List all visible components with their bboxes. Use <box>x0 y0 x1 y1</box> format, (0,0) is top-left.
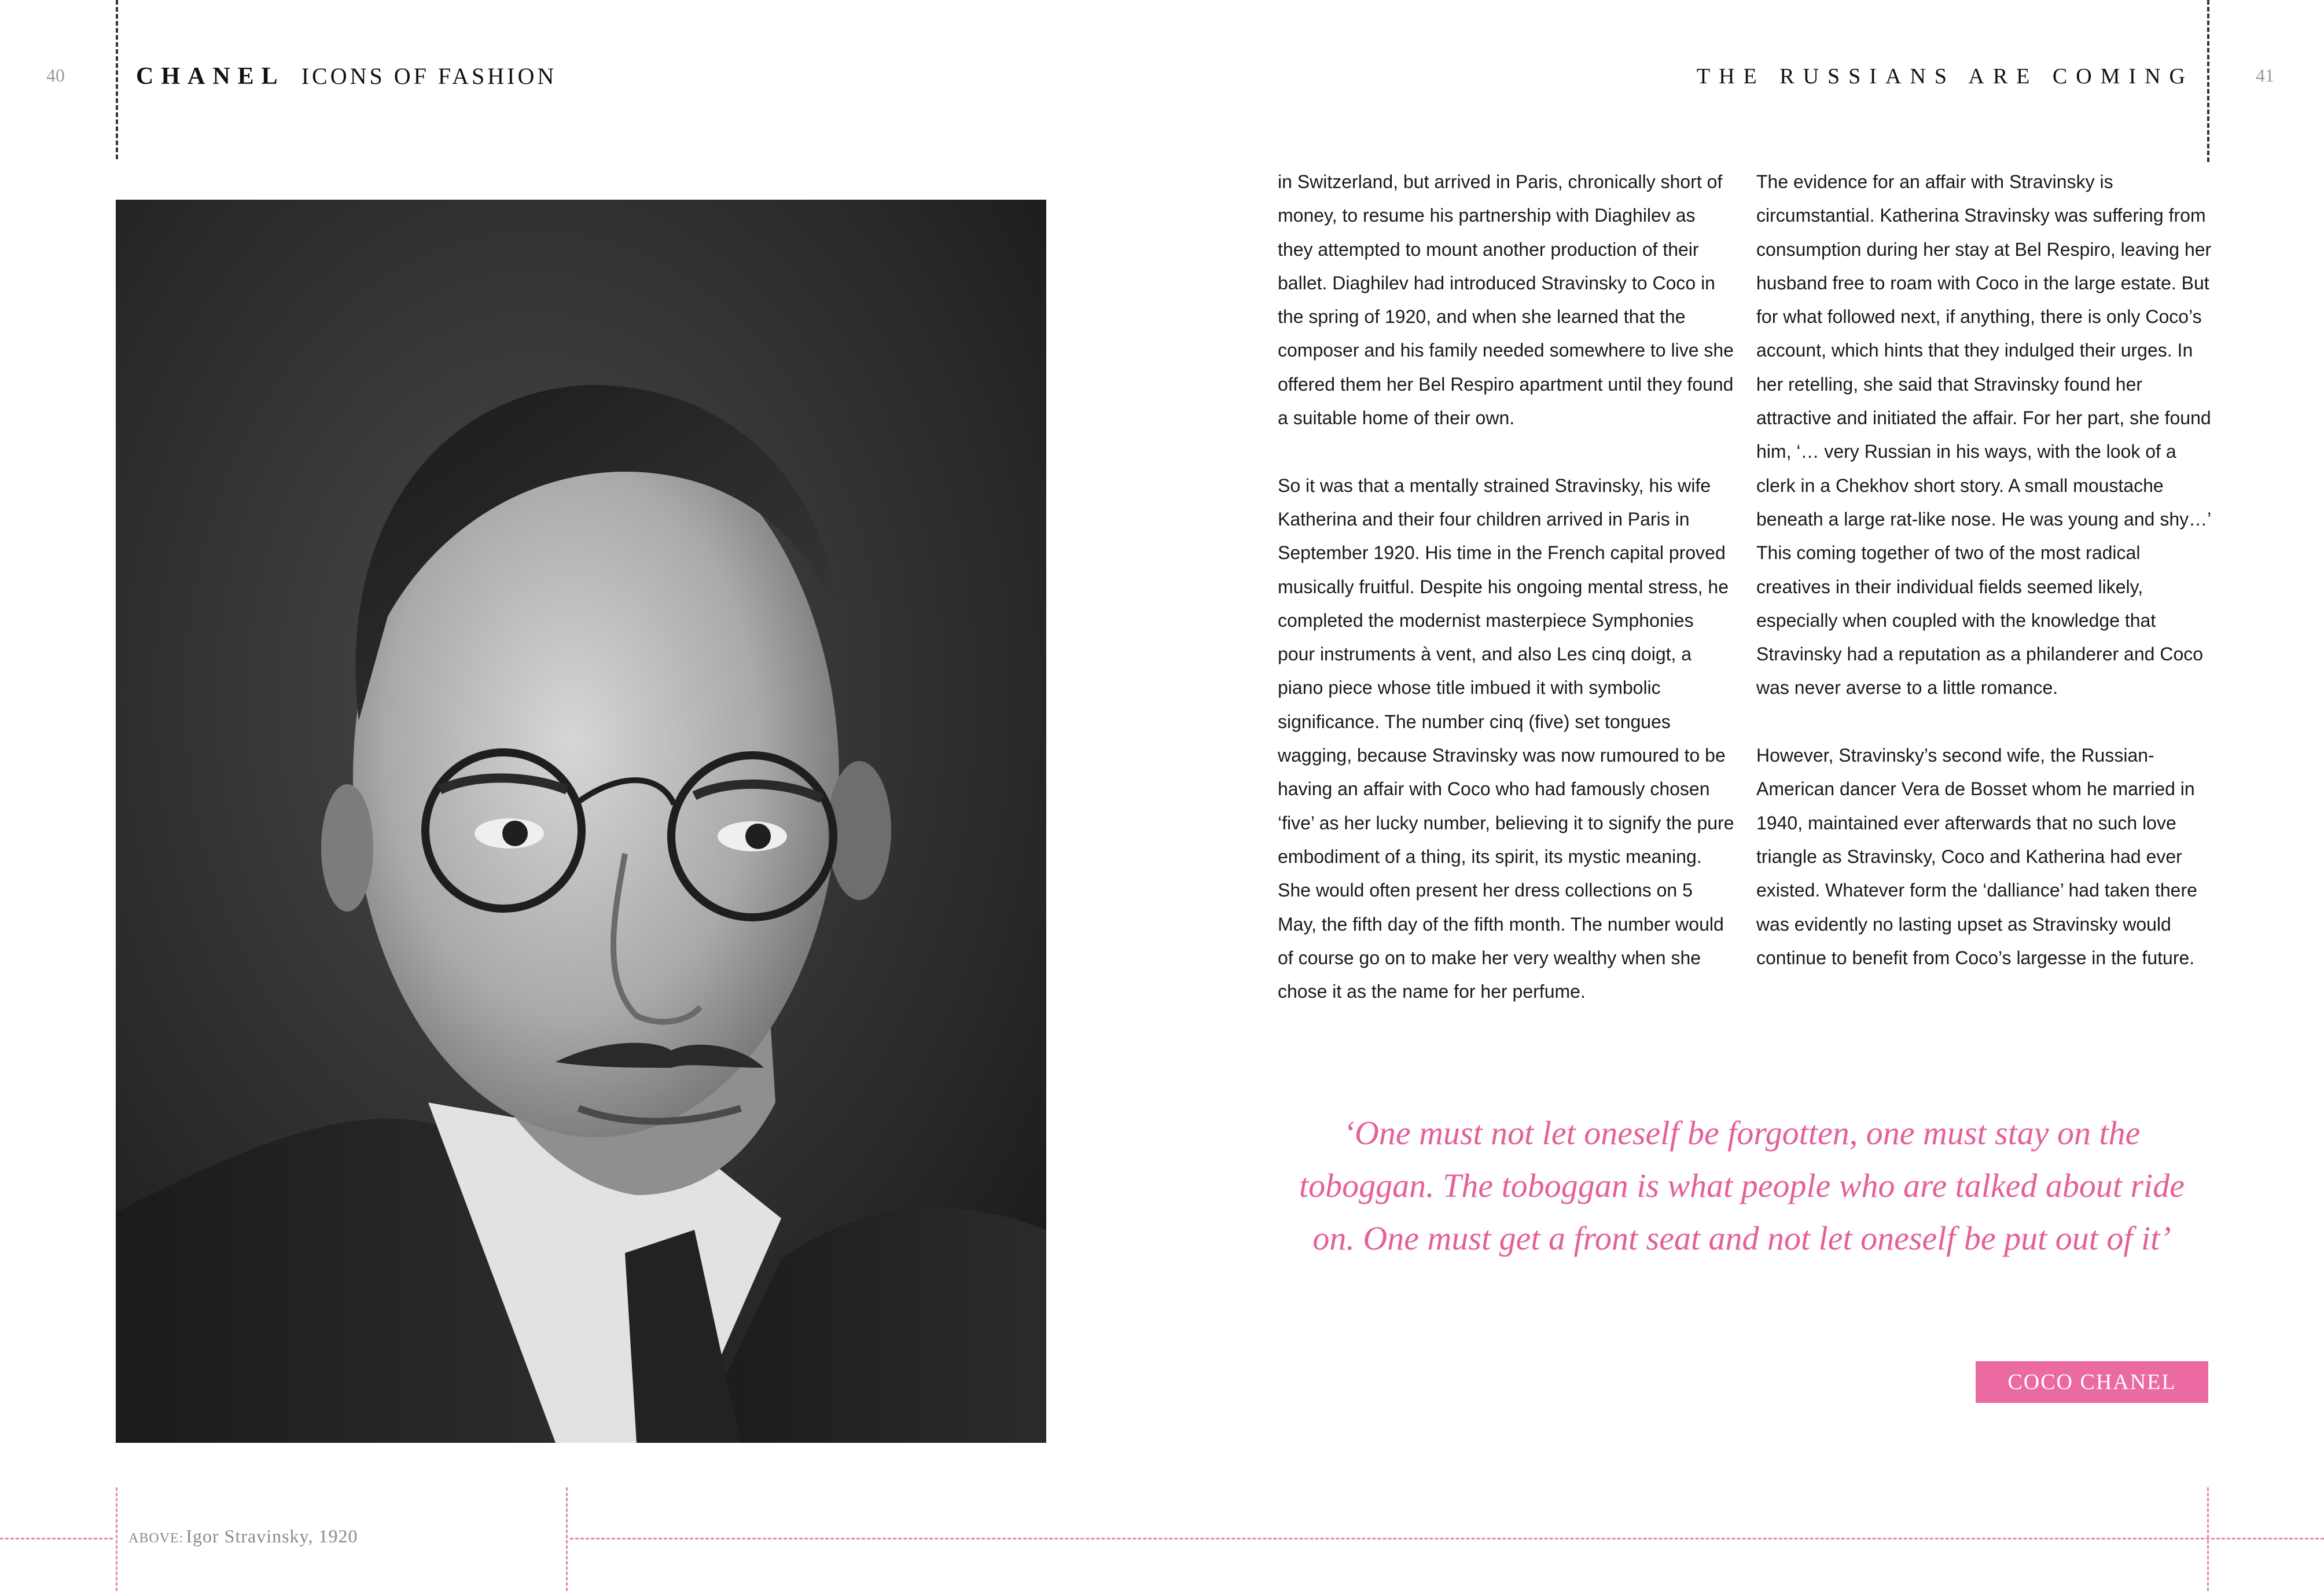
running-head-left <box>136 63 557 90</box>
caption-label: ABOVE: <box>128 1531 184 1546</box>
body-paragraph: The evidence for an affair with Stravinsky is circumstantial. Katherina Stravinsky was suffering from consumption during her stay at Bel Respiro, leaving her husband free to roam with Coco in the large estate. But for what followed next, if anything, there is only Coco’s account, which hints that they indulged their urges. In her retelling, she said that Stravinsky found her attractive and initiated the affair. For her part, she found him, ‘… very Russian in his ways, with the look of a clerk in a Chekhov short story. A small moustache beneath a large rat-like nose. He was young and shy…’ This coming together of two of the most radical creatives in their individual fields seemed likely, especially when coupled with the knowledge that Stravinsky had a reputation as a philanderer and Coco was never averse to a little romance. <box>1756 171 2212 699</box>
left-page-number: 40 <box>46 65 65 86</box>
body-paragraph: However, Stravinsky’s second wife, the Russian-American dancer Vera de Bosset whom he married in 1940, maintained ever afterwards that no such love triangle as Stravinsky, Coco and Katherina had ever existed. Whatever form the ‘dalliance’ had taken there was evidently no lasting upset as Stravinsky would continue to benefit from Coco’s largesse in the future. <box>1756 745 2197 968</box>
left-margin-guide <box>116 0 118 159</box>
pull-quote: ‘One must not let oneself be forgotten, one must stay on the toboggan. The toboggan is what people who are talked about ride on. One must get a front seat and not let oneself be put out of it’ <box>1299 1114 2185 1257</box>
quote-attribution: COCO CHANEL <box>2007 1370 2176 1394</box>
footer-guide-left <box>0 1538 113 1539</box>
body-column-2 <box>1756 165 2213 975</box>
portrait-photo <box>116 200 1046 1443</box>
chapter-title: THE RUSSIANS ARE COMING <box>1696 64 2194 89</box>
body-paragraph: So it was that a mentally strained Stravinsky, his wife Katherina and their four children arrived in Paris in September 1920. His time in the French capital proved musically fruitful. Despite his ongoing mental stress, he completed the modernist masterpiece Symphonies pour instruments à vent, and also Les cinq doigt, a piano piece whose title imbued it with symbolic significance. The number cinq (five) set tongues wagging, because Stravinsky was now rumoured to be having an affair with Coco who had famously chosen ‘five’ as her lucky number, believing it to signify the pure embodiment of a thing, its spirit, its mystic meaning. She would often present her dress collections on 5 May, the fifth day of the fifth month. The number would of course go on to make her very wealthy when she chose it as the name for her perfume. <box>1278 475 1734 1002</box>
brand-name: CHANEL <box>136 63 285 90</box>
right-page-number: 41 <box>2256 65 2274 86</box>
photo-caption <box>128 1526 358 1547</box>
series-title: ICONS OF FASHION <box>301 63 557 89</box>
caption-text: Igor Stravinsky, 1920 <box>186 1526 358 1546</box>
body-paragraph: in Switzerland, but arrived in Paris, chronically short of money, to resume his partnership with Diaghilev as they attempted to mount another production of their ballet. Diaghilev had introduced Stravinsky to Coco in the spring of 1920, and when she learned that the composer and his family needed somewhere to live she offered them her Bel Respiro apartment until they found a suitable home of their own. <box>1278 171 1734 429</box>
footer-guide-vertical-1 <box>116 1487 117 1591</box>
right-margin-guide <box>2207 0 2209 162</box>
body-column-1 <box>1278 165 1735 1008</box>
footer-guide-vertical-2 <box>566 1487 568 1591</box>
quote-attribution-badge <box>1976 1361 2208 1403</box>
portrait-illustration <box>116 200 1046 1443</box>
footer-guide-right <box>570 1538 2324 1539</box>
footer-guide-vertical-3 <box>2207 1487 2209 1591</box>
